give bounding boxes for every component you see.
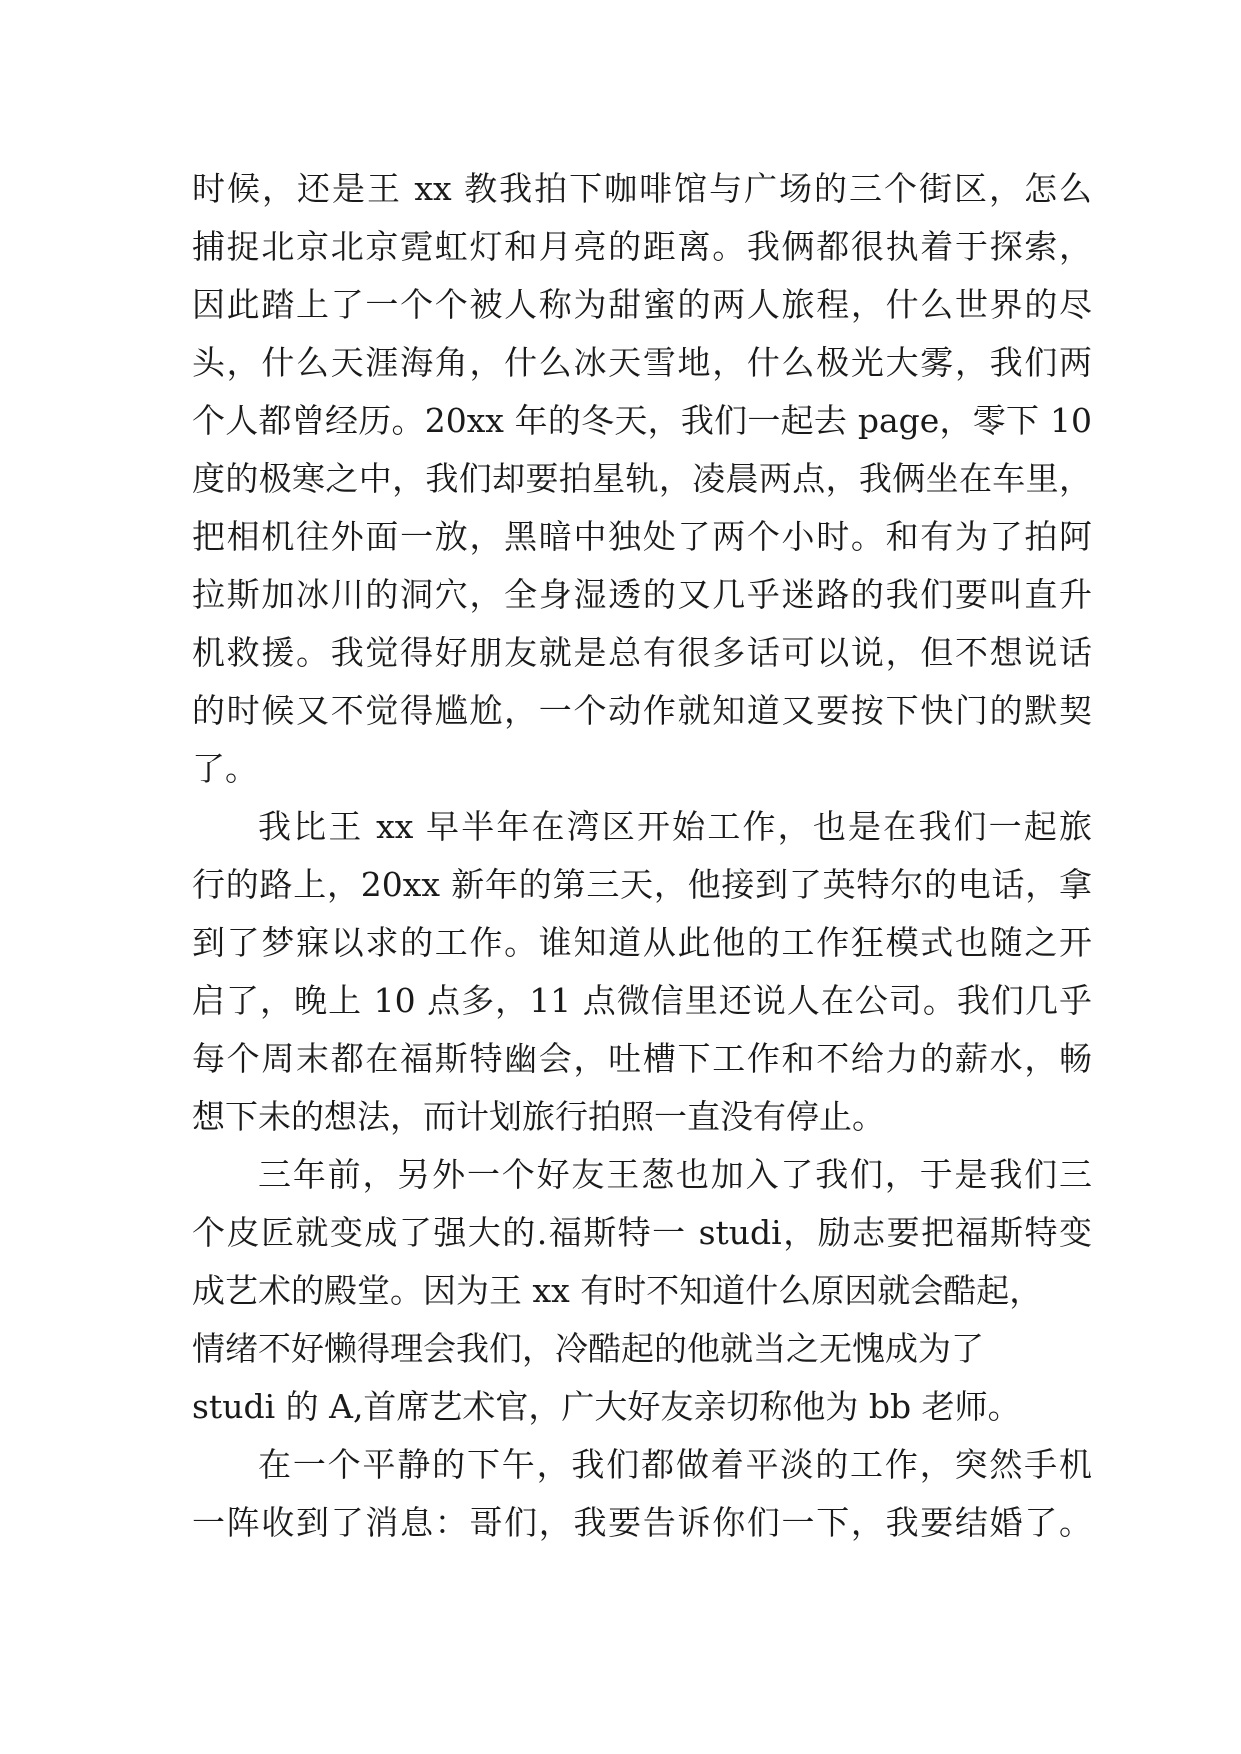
text-line: 每个周末都在福斯特幽会，吐槽下工作和不给力的薪水，畅: [192, 1039, 1092, 1078]
text-line: 个皮匠就变成了强大的.福斯特一 studi，励志要把福斯特变: [192, 1213, 1092, 1252]
body-text: [192, 160, 1092, 1552]
paragraph-first-line: 在一个平静的下午，我们都做着平淡的工作，突然手机: [258, 1445, 1092, 1484]
text-line: 想下未的想法，而计划旅行拍照一直没有停止。: [192, 1097, 885, 1136]
text-line: 拉斯加冰川的洞穴，全身湿透的又几乎迷路的我们要叫直升: [192, 575, 1092, 614]
paragraph-first-line: 我比王 xx 早半年在湾区开始工作，也是在我们一起旅: [258, 807, 1092, 846]
text-line: 捕捉北京北京霓虹灯和月亮的距离。我俩都很执着于探索，: [192, 227, 1092, 266]
text-line: 了。: [192, 749, 258, 788]
text-line: 把相机往外面一放，黑暗中独处了两个小时。和有为了拍阿: [192, 517, 1092, 556]
text-line: 情绪不好懒得理会我们，冷酷起的他就当之无愧成为了: [192, 1329, 984, 1368]
text-line: 头，什么天涯海角，什么冰天雪地，什么极光大雾，我们两: [192, 343, 1092, 382]
text-line: 一阵收到了消息：哥们，我要告诉你们一下，我要结婚了。: [192, 1503, 1092, 1542]
text-line: 行的路上，20xx 新年的第三天，他接到了英特尔的电话，拿: [192, 865, 1092, 904]
text-line: studi 的 A,首席艺术官，广大好友亲切称他为 bb 老师。: [192, 1387, 1021, 1426]
text-line: 到了梦寐以求的工作。谁知道从此他的工作狂模式也随之开: [192, 923, 1092, 962]
text-line: 度的极寒之中，我们却要拍星轨，凌晨两点，我俩坐在车里，: [192, 459, 1092, 498]
text-line: 成艺术的殿堂。因为王 xx 有时不知道什么原因就会酷起，: [192, 1271, 1043, 1310]
text-line: 机救援。我觉得好朋友就是总有很多话可以说，但不想说话: [192, 633, 1092, 672]
paragraph-first-line: 三年前，另外一个好友王葱也加入了我们，于是我们三: [258, 1155, 1092, 1194]
text-line: 的时候又不觉得尴尬，一个动作就知道又要按下快门的默契: [192, 691, 1092, 730]
text-line: 启了，晚上 10 点多，11 点微信里还说人在公司。我们几乎: [192, 981, 1092, 1020]
text-line: 因此踏上了一个个被人称为甜蜜的两人旅程，什么世界的尽: [192, 285, 1092, 324]
text-line: 时候，还是王 xx 教我拍下咖啡馆与广场的三个街区，怎么: [192, 169, 1092, 208]
text-line: 个人都曾经历。20xx 年的冬天，我们一起去 page，零下 10: [192, 401, 1092, 440]
